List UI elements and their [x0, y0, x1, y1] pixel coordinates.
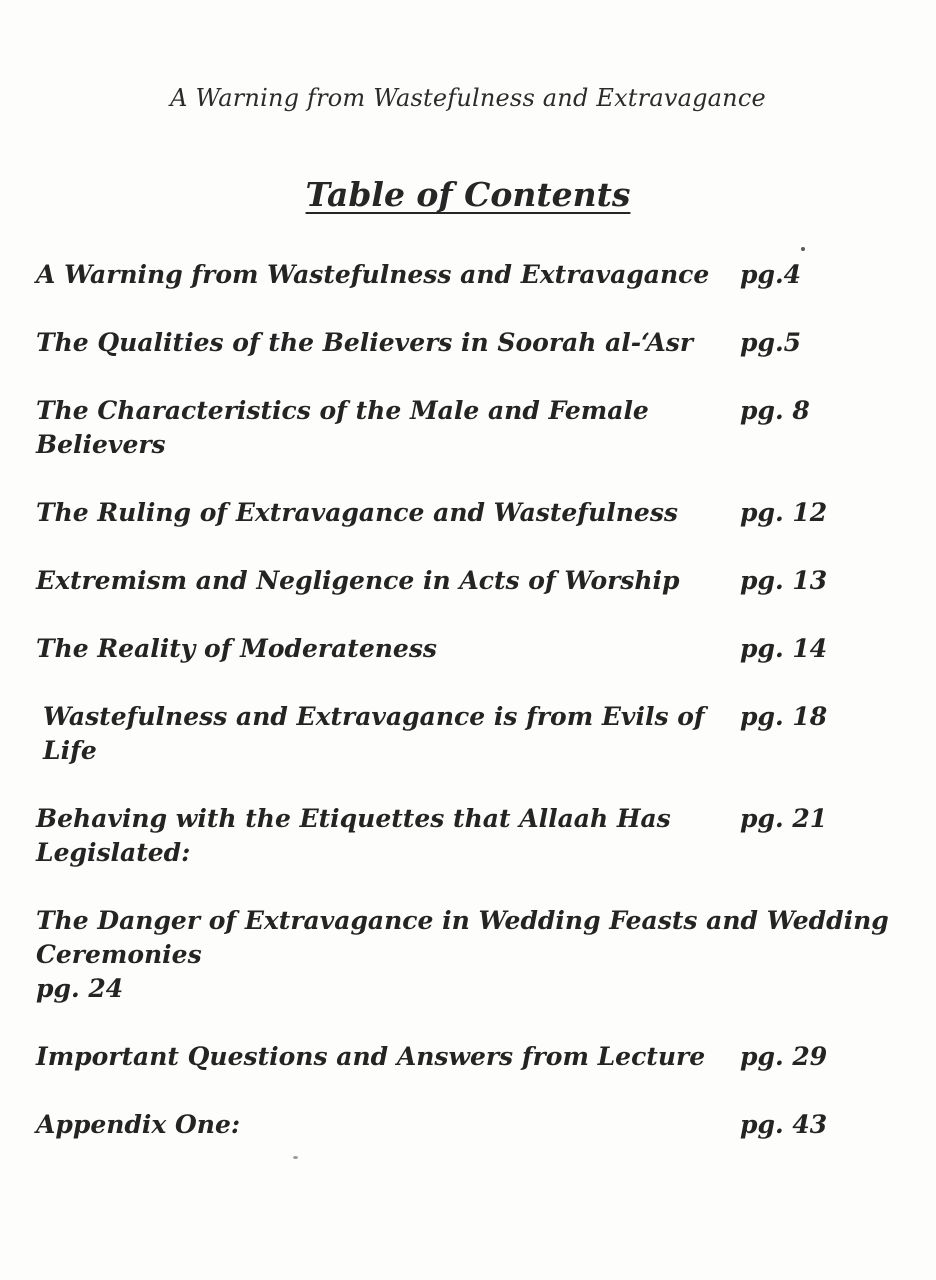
- toc-entry-title: The Characteristics of the Male and Female Believers: [36, 396, 649, 459]
- toc-entry: [36, 564, 900, 598]
- toc-entry-page: pg. 18: [740, 702, 828, 731]
- toc-entry-page: pg. 12: [740, 498, 828, 527]
- toc-entry: [36, 258, 900, 292]
- toc-entry-title: Extremism and Negligence in Acts of Worship: [36, 566, 680, 595]
- page-title: [36, 175, 900, 215]
- scan-artifact-dot: [801, 247, 805, 251]
- toc-entry: [36, 632, 900, 666]
- toc-entry-page: pg. 21: [740, 804, 828, 833]
- toc-entries: [36, 258, 900, 1142]
- toc-entry-title: Appendix One:: [36, 1110, 241, 1139]
- toc-entry-page: pg.5: [740, 328, 802, 357]
- toc-entry: [36, 1040, 900, 1074]
- toc-entry-title: The Ruling of Extravagance and Wastefulness: [36, 498, 678, 527]
- toc-entry: [36, 700, 900, 768]
- toc-entry: [36, 904, 900, 1006]
- toc-entry-page: pg. 24: [36, 974, 124, 1003]
- toc-entry-title: Behaving with the Etiquettes that Allaah Has Legislated:: [36, 804, 671, 867]
- toc-entry-title: Important Questions and Answers from Lecture: [36, 1042, 706, 1071]
- scan-artifact-dot: [293, 1156, 298, 1159]
- toc-entry-page: pg.4: [740, 260, 802, 289]
- running-header: A Warning from Wastefulness and Extravagance: [170, 84, 766, 112]
- toc-entry-title: The Qualities of the Believers in Soorah al-‘Asr: [36, 328, 694, 357]
- toc-entry: [36, 802, 900, 870]
- toc-entry-title: The Reality of Moderateness: [36, 634, 437, 663]
- toc-entry-title: The Danger of Extravagance in Wedding Feasts and Wedding Ceremonies: [36, 906, 889, 969]
- toc-entry-title: A Warning from Wastefulness and Extravagance: [36, 260, 710, 289]
- toc-entry-title: Wastefulness and Extravagance is from Evils of Life: [43, 702, 705, 765]
- toc-entry: [36, 394, 900, 462]
- toc-entry: [36, 496, 900, 530]
- toc-entry-page: pg. 14: [740, 634, 828, 663]
- toc-entry-page: pg. 8: [740, 396, 810, 425]
- toc-entry-page: pg. 29: [740, 1042, 828, 1071]
- toc-entry-page: pg. 13: [740, 566, 828, 595]
- toc-entry: [36, 1108, 900, 1142]
- toc-entry-page: pg. 43: [740, 1110, 828, 1139]
- toc-entry: [36, 326, 900, 360]
- page-title-text: Table of Contents: [305, 175, 631, 214]
